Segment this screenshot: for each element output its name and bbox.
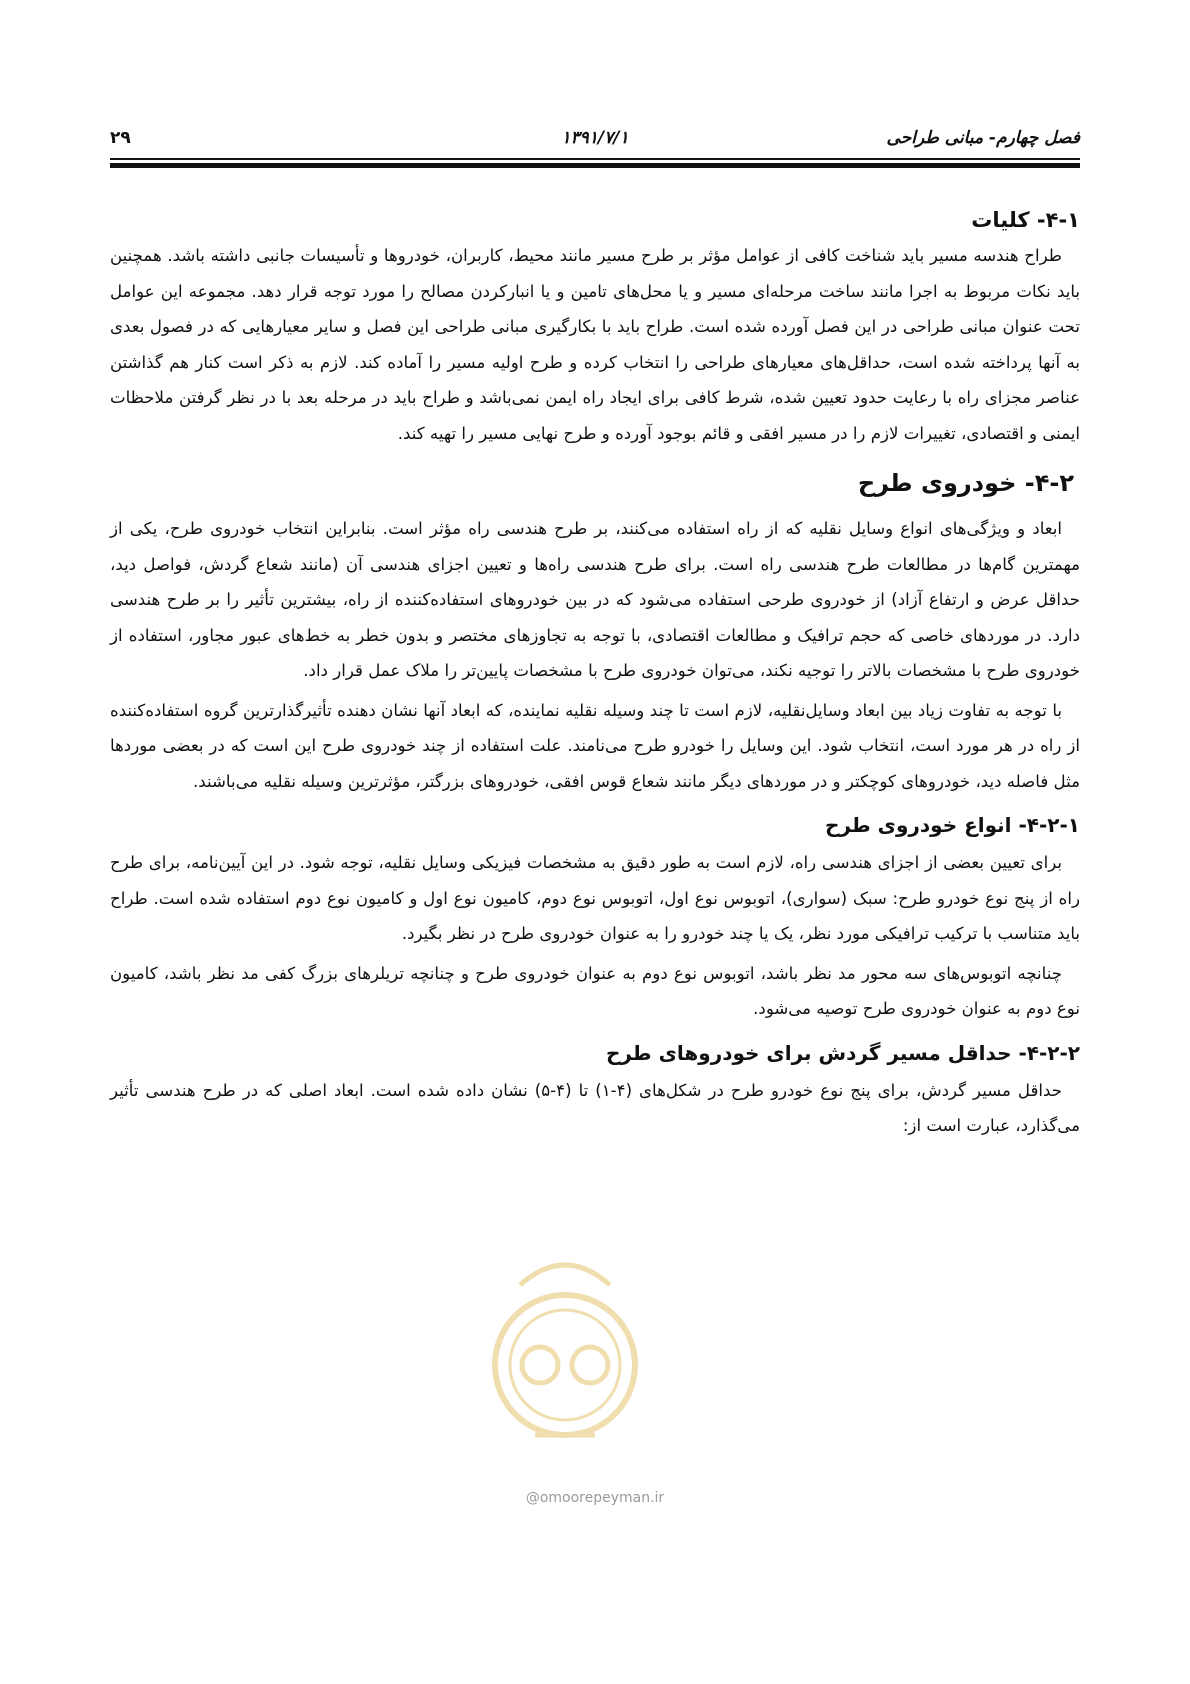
watermark-logo bbox=[480, 1245, 650, 1475]
chapter-title: فصل چهارم- مبانی طراحی bbox=[886, 128, 1080, 148]
paragraph: طراح هندسه مسیر باید شناخت کافی از عوامل مؤثر بر طرح مسیر مانند محیط، کاربران، خودروها و تأسیسات جانبی داشته باشد. همچنین باید نکات مربوط به اجرا مانند ساخت مرحله‌ای مسیر و یا محل‌های تامین و یا انبارکردن مصالح را مورد توجه قرار دهد. مجموعه این عوامل تحت عنوان مبانی طراحی در این فصل آورده شده است. طراح باید با بکارگیری مبانی طراحی این فصل و سایر معیارهایی که در فصول بعدی به آنها پرداخته شده است، حداقل‌های معیارهای طراحی را انتخاب کرده و طرح اولیه مسیر را آماده کند. لازم به ذکر است کنار هم گذاشتن عناصر مجزای راه با رعایت حدود تعیین شده، شرط کافی برای ایجاد راه ایمن نمی‌باشد و طراح باید در مرحله بعد با در نظر گرفتن ملاحظات ایمنی و اقتصادی، تغییرات لازم را در مسیر افقی و قائم بوجود آورده و طرح نهایی مسیر را تهیه کند. bbox=[110, 246, 1080, 443]
header-date: ۱۳۹۱/۷/۱ bbox=[561, 128, 629, 148]
section-heading-4-2-1: ۴-۲-۱- انواع خودروی طرح bbox=[824, 813, 1080, 837]
watermark-site: @omoorepeyman.ir bbox=[525, 1490, 665, 1506]
section-heading-4-2-2: ۴-۲-۲- حداقل مسیر گردش برای خودروهای طرح bbox=[605, 1040, 1080, 1065]
paragraph: حداقل مسیر گردش، برای پنج نوع خودرو طرح در شکل‌های (۴-۱) تا (۴-۵) نشان داده شده است. ابعاد اصلی که در طرح هندسی تأثیر می‌گذارد، عبارت است از: bbox=[110, 1080, 1080, 1135]
header-rule-thick bbox=[110, 163, 1080, 168]
paragraph: برای تعیین بعضی از اجزای هندسی راه، لازم است به طور دقیق به مشخصات فیزیکی وسایل نقلیه، توجه شود. در این آیین‌نامه، برای طرح راه از پنج نوع خودرو طرح: سبک (سواری)، اتوبوس نوع اول، اتوبوس نوع دوم، کامیون نوع اول و کامیون نوع دوم استفاده شده است. طراح باید متناسب با ترکیب ترافیکی مورد نظر، یک یا چند خودرو را به عنوان خودروی طرح در نظر بگیرد. bbox=[110, 853, 1080, 943]
page-header bbox=[110, 128, 1080, 154]
section-heading-4-1: ۴-۱- کلیات bbox=[971, 208, 1080, 232]
page-body bbox=[110, 208, 1080, 1148]
paragraph: با توجه به تفاوت زیاد بین ابعاد وسایل‌نقلیه، لازم است تا چند وسیله نقلیه نماینده، که ابعاد آنها نشان دهنده تأثیرگذارترین گروه استفاده‌کننده از راه در هر مورد است، انتخاب شود. این وسایل را خودرو طرح می‌نامند. علت استفاده از چند خودروی طرح این است که در بعضی موردها مثل فاصله دید، خودروهای کوچکتر و در موردهای دیگر مانند شعاع قوس افقی، خودروهای بزرگتر، مؤثرترین وسیله نقلیه می‌باشند. bbox=[110, 700, 1080, 791]
page-number: ۲۹ bbox=[110, 128, 131, 148]
paragraph: ابعاد و ویژگی‌های انواع وسایل نقلیه که از راه استفاده می‌کنند، بر طرح هندسی راه مؤثر است. بنابراین انتخاب خودروی طرح، یکی از مهمترین گام‌ها در مطالعات طرح هندسی راه است. برای طرح هندسی راه‌ها و تعیین اجزای هندسی آن (مانند شعاع گردش، فواصل دید، حداقل عرض و ارتفاع آزاد) از خودروی طرحی استفاده می‌شود که در بین خودروهای استفاده‌کننده از راه، بیشترین تأثیر را بر طرح هندسی دارد. در موردهای خاصی که حجم ترافیک و مطالعات اقتصادی، با توجه به تجاوزهای مختصر و بدون خطر به خط‌های عبور مجاور، استفاده از خودروی طرح با مشخصات بالاتر را توجیه نکند، می‌توان خودروی طرح با مشخصات پایین‌تر را ملاک عمل قرار داد. bbox=[110, 519, 1080, 680]
header-rule-thin bbox=[110, 158, 1080, 160]
section-heading-4-2: ۴-۲- خودروی طرح bbox=[857, 469, 1074, 497]
paragraph: چنانچه اتوبوس‌های سه محور مد نظر باشد، اتوبوس نوع دوم به عنوان خودروی طرح و چنانچه تریلرهای بزرگ کفی مد نظر باشد، کامیون نوع دوم به عنوان خودروی طرح توصیه می‌شود. bbox=[110, 963, 1080, 1018]
